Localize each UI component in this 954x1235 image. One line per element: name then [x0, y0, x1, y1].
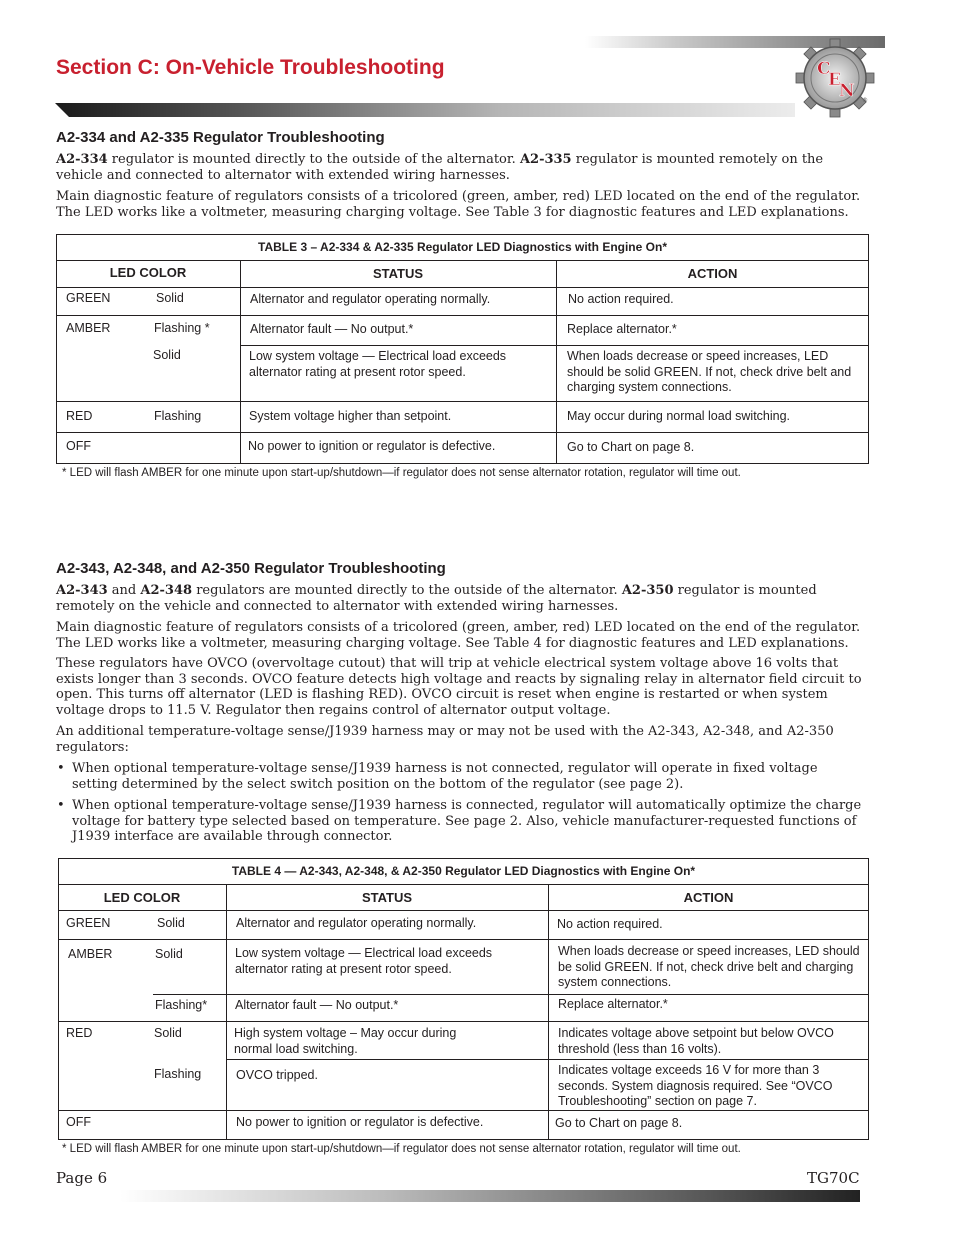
table-row-action: When loads decrease or speed increases, LED should be solid GREEN. If not, check drive belt and charging system connections. — [567, 349, 852, 394]
table-3-caption: TABLE 3 – A2-334 & A2-335 Regulator LED Diagnostics with Engine On* — [258, 240, 667, 254]
table-row-action: Go to Chart on page 8. — [567, 440, 695, 454]
part1-title: A2-334 and A2-335 Regulator Troubleshooting — [56, 129, 385, 146]
page-number: Page 6 — [56, 1169, 108, 1187]
table-row-state: Flashing* — [155, 998, 208, 1012]
table-4-caption: TABLE 4 — A2-343, A2-348, & A2-350 Regulator LED Diagnostics with Engine On* — [231, 864, 696, 878]
part2-paragraph-1: A2-343 and A2-348 regulators are mounted directly to the outside of the alternator. A2-350 regulator is mounted remotely on the vehicle and connected to alternator with extended wiring harnesses. — [56, 583, 817, 614]
table-3-header-led: LED COLOR — [109, 265, 187, 280]
footer-bar — [120, 1190, 860, 1202]
table-4-header-led: LED COLOR — [103, 890, 181, 905]
table-4-header-action: ACTION — [683, 890, 734, 905]
table-row-state: Flashing — [154, 1067, 202, 1081]
table-row-action: No action required. — [568, 292, 674, 306]
table-row-action: Replace alternator.* — [567, 322, 677, 336]
table-row-color: OFF — [66, 1115, 91, 1129]
bullet-marker: • — [57, 761, 65, 776]
table-row-status: Alternator fault — No output.* — [250, 322, 414, 336]
table-row-status: System voltage higher than setpoint. — [249, 409, 452, 423]
table-row-status: No power to ignition or regulator is defective. — [248, 439, 496, 453]
table-row-status: Alternator and regulator operating normally. — [236, 916, 477, 930]
table-3-header-action: ACTION — [687, 266, 738, 281]
table-row-state: Solid — [154, 1026, 182, 1040]
table-row-status: Alternator fault — No output.* — [235, 998, 399, 1012]
table-row-state: Solid — [153, 348, 181, 362]
table-row-color: AMBER — [68, 947, 113, 961]
table-row-status: Low system voltage — Electrical load exceeds alternator rating at present rotor speed. — [249, 349, 507, 379]
header-divider-bar — [55, 103, 795, 117]
part2-paragraph-2: Main diagnostic feature of regulators consists of a tricolored (green, amber, red) LED located on the end of the regulator. The LED works like a voltmeter, measuring charging voltage. See Table 4 for diagnostic features and LED explanations. — [56, 620, 861, 651]
part2-title: A2-343, A2-348, and A2-350 Regulator Troubleshooting — [56, 560, 446, 577]
table-row-status: No power to ignition or regulator is defective. — [236, 1115, 484, 1129]
table-row-color: GREEN — [66, 916, 111, 930]
table-row-action: No action required. — [557, 917, 663, 931]
table-row-action: Indicates voltage exceeds 16 V for more than 3 seconds. System diagnosis required. See “OVCO Troubleshooting” section on page 7. — [558, 1063, 833, 1108]
part2-paragraph-4: An additional temperature-voltage sense/J1939 harness may or may not be used with the A2-343, A2-348, and A2-350 regulators: — [56, 724, 834, 755]
table-4-header-status: STATUS — [361, 890, 413, 905]
table-row-status: High system voltage – May occur during normal load switching. — [234, 1026, 457, 1056]
table-row-status: Alternator and regulator operating normally. — [250, 292, 491, 306]
table-row-color: RED — [66, 1026, 93, 1040]
bullet-item: When optional temperature-voltage sense/J1939 harness is not connected, regulator will operate in fixed voltage setting determined by the select switch position on the bottom of the regulator (see page 2). — [72, 761, 818, 792]
part1-paragraph-1: A2-334 regulator is mounted directly to the outside of the alternator. A2-335 regulator is mounted remotely on the vehicle and connected to alternator with extended wiring harnesses. — [56, 152, 824, 183]
bullet-item: When optional temperature-voltage sense/J1939 harness is connected, regulator will automatically optimize the charge voltage for battery type selected based on temperature. See page 2. Also, vehicle manufacturer-requested functions of J1939 interface are available through connector. — [72, 798, 862, 844]
table-3-header-status: STATUS — [372, 266, 424, 281]
table-row-color: OFF — [66, 439, 91, 453]
table-row-color: GREEN — [66, 291, 111, 305]
part1-paragraph-2: Main diagnostic feature of regulators consists of a tricolored (green, amber, red) LED located on the end of the regulator. The LED works like a voltmeter, measuring charging voltage. See Table 3 for diagnostic features and LED explanations. — [56, 189, 861, 220]
table-row-action: Go to Chart on page 8. — [555, 1116, 683, 1130]
logo-letter-e: E — [828, 70, 841, 90]
table-row-action: Indicates voltage above setpoint but below OVCO threshold (less than 16 volts). — [558, 1026, 834, 1056]
table-row-color: RED — [66, 409, 93, 423]
table-3-note: * LED will flash AMBER for one minute upon start-up/shutdown—if regulator does not sense alternator rotation, regulator will time out. — [62, 467, 741, 479]
document-code: TG70C — [807, 1169, 860, 1187]
logo-letter-c: C — [817, 59, 831, 79]
logo-letter-n: N — [839, 81, 855, 101]
table-row-state: Solid — [155, 947, 183, 961]
table-row-status: Low system voltage — Electrical load exceeds alternator rating at present rotor speed. — [235, 946, 493, 976]
table-row-state: Flashing — [154, 409, 202, 423]
table-row-action: May occur during normal load switching. — [567, 409, 791, 423]
section-title: Section C: On-Vehicle Troubleshooting — [56, 56, 445, 79]
table-row-state: Solid — [156, 291, 184, 305]
part2-paragraph-3: These regulators have OVCO (overvoltage cutout) that will trip at vehicle electrical system voltage above 16 volts that exists longer than 3 seconds. OVCO feature detects high voltage and reacts by signaling relay in alternator field circuit to open. This turns off alternator (LED is flashing RED). OVCO circuit is reset when engine is restarted or when system voltage drops to 11.5 V. Regulator then regains control of alternator output voltage. — [56, 656, 862, 718]
logo-registered-mark: ® — [862, 97, 868, 104]
table-row-action: Replace alternator.* — [558, 997, 668, 1011]
bullet-marker: • — [57, 798, 65, 813]
table-4-note: * LED will flash AMBER for one minute upon start-up/shutdown—if regulator does not sense alternator rotation, regulator will time out. — [62, 1143, 741, 1155]
cen-logo — [795, 38, 875, 118]
table-row-state: Solid — [157, 916, 185, 930]
table-row-action: When loads decrease or speed increases, LED should be solid GREEN. If not, check drive belt and charging system connections. — [558, 944, 860, 989]
table-row-color: AMBER — [66, 321, 111, 335]
table-row-state: Flashing * — [154, 321, 210, 335]
table-row-status: OVCO tripped. — [236, 1068, 318, 1082]
